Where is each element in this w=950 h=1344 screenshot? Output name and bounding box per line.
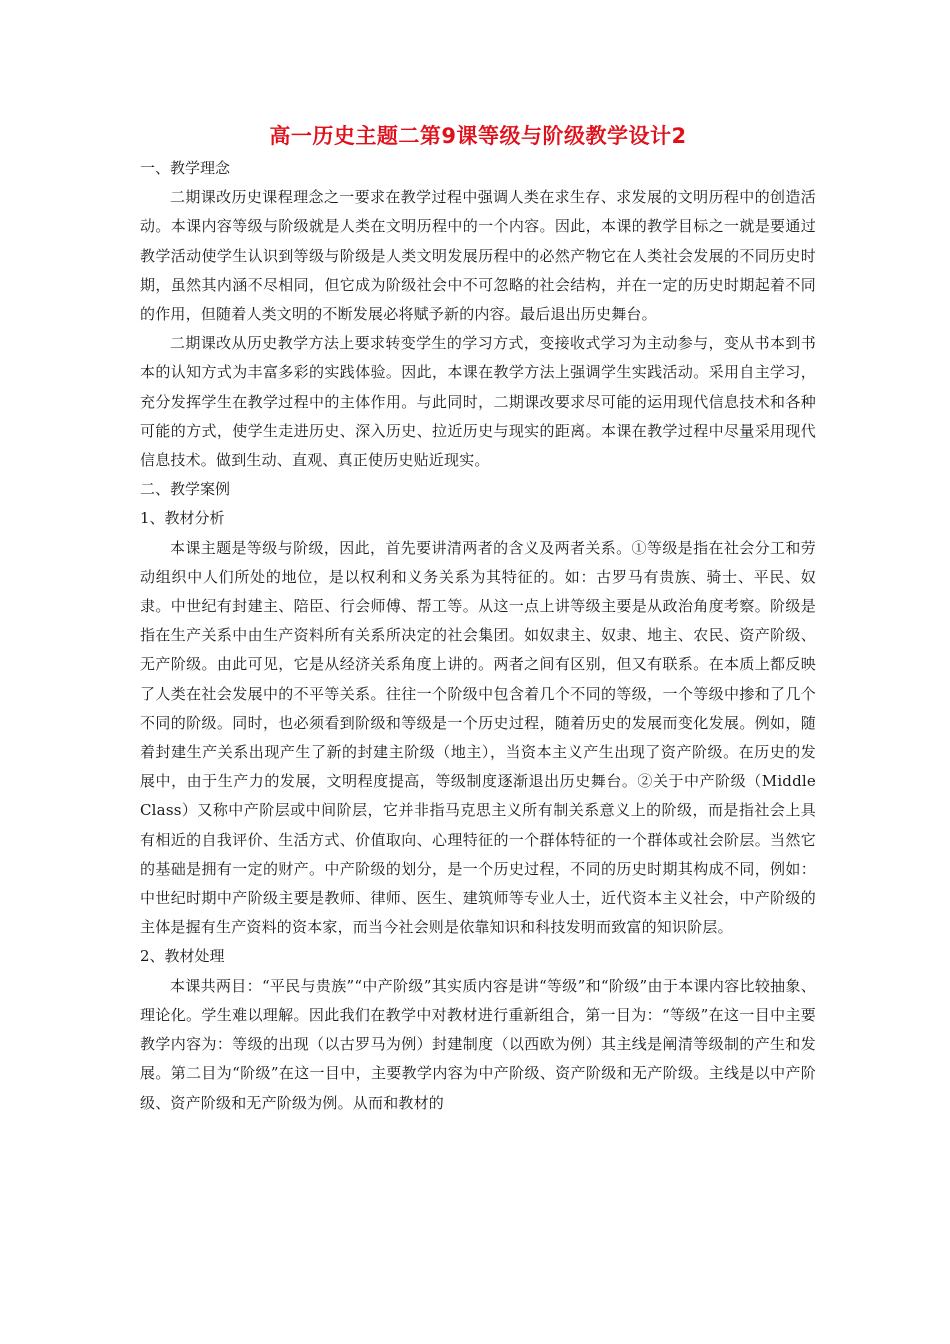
paragraph: 本课主题是等级与阶级，因此，首先要讲清两者的含义及两者关系。①等级是指在社会分工和劳动组织中人们所处的地位，是以权利和义务关系为其特征的。如：古罗马有贵族、骑士、平民、奴隶。中世纪有封建主、陪臣、行会师傅、帮工等。从这一点上讲等级主要是从政治角度考察。阶级是指在生产关系中由生产资料所有关系所决定的社会集团。如奴隶主、奴隶、地主、农民、资产阶级、无产阶级。由此可见，它是从经济关系角度上讲的。两者之间有区别，但又有联系。在本质上都反映了人类在社会发展中的不平等关系。往往一个阶级中包含着几个不同的等级，一个等级中掺和了几个不同的阶级。同时，也必须看到阶级和等级是一个历史过程，随着历史的发展而变化发展。例如，随着封建生产关系出现产生了新的封建主阶级（地主），当资本主义产生出现了资产阶级。在历史的发展中，由于生产力的发展，文明程度提高，等级制度逐渐退出历史舞台。②关于中产阶级（Middle Class）又称中产阶层或中间阶层，它并非指马克思主义所有制关系意义上的阶级，而是指社会上具有相近的自我评价、生活方式、价值取向、心理特征的一个群体特征的一个群体或社会阶层。当然它的基础是拥有一定的财产。中产阶级的划分，是一个历史过程，不同的历史时期其构成不同，例如：中世纪时期中产阶级主要是教师、律师、医生、建筑师等专业人士，近代资本主义社会，中产阶级的主体是握有生产资料的资本家，而当今社会则是依靠知识和科技发明而致富的知识阶层。 [140, 538, 816, 937]
subsection-heading-material-handling: 2、教材处理 [140, 947, 225, 966]
section-heading-teaching-case: 二、教学案例 [140, 480, 231, 499]
subsection-heading-material-analysis: 1、教材分析 [140, 509, 225, 528]
document-page [140, 118, 816, 1118]
paragraph: 二期课改从历史教学方法上要求转变学生的学习方式，变接收式学习为主动参与，变从书本到书本的认知方式为丰富多彩的实践体验。因此，本课在教学方法上强调学生实践活动。采用自主学习，充分发挥学生在教学过程中的主体作用。与此同时，二期课改要求尽可能的运用现代信息技术和各种可能的方式，使学生走进历史、深入历史、拉近历史与现实的距离。本课在教学过程中尽量采用现代信息技术。做到生动、直观、真正使历史贴近现实。 [140, 334, 816, 470]
document-title: 高一历史主题二第9课等级与阶级教学设计2 [269, 124, 687, 148]
paragraph: 本课共两目：“平民与贵族”“中产阶级”其实质内容是讲“等级”和“阶级”由于本课内容比较抽象、理论化。学生难以理解。因此我们在教学中对教材进行重新组合，第一目为：“等级”在这一目中主要教学内容为：等级的出现（以古罗马为例）封建制度（以西欧为例）其主线是阐清等级制的产生和发展。第二目为“阶级”在这一目中，主要教学内容为中产阶级、资产阶级和无产阶级。主线是以中产阶级、资产阶级和无产阶级为例。从而和教材的 [140, 976, 816, 1112]
paragraph: 二期课改历史课程理念之一要求在教学过程中强调人类在求生存、求发展的文明历程中的创造活动。本课内容等级与阶级就是人类在文明历程中的一个内容。因此，本课的教学目标之一就是要通过教学活动使学生认识到等级与阶级是人类文明发展历程中的必然产物它在人类社会发展的不同历史时期，虽然其内涵不尽相同，但它成为阶级社会中不可忽略的社会结构，并在一定的历史时期起着不同的作用，但随着人类文明的不断发展必将赋予新的内容。最后退出历史舞台。 [140, 188, 816, 324]
section-heading-teaching-philosophy: 一、教学理念 [140, 159, 231, 177]
